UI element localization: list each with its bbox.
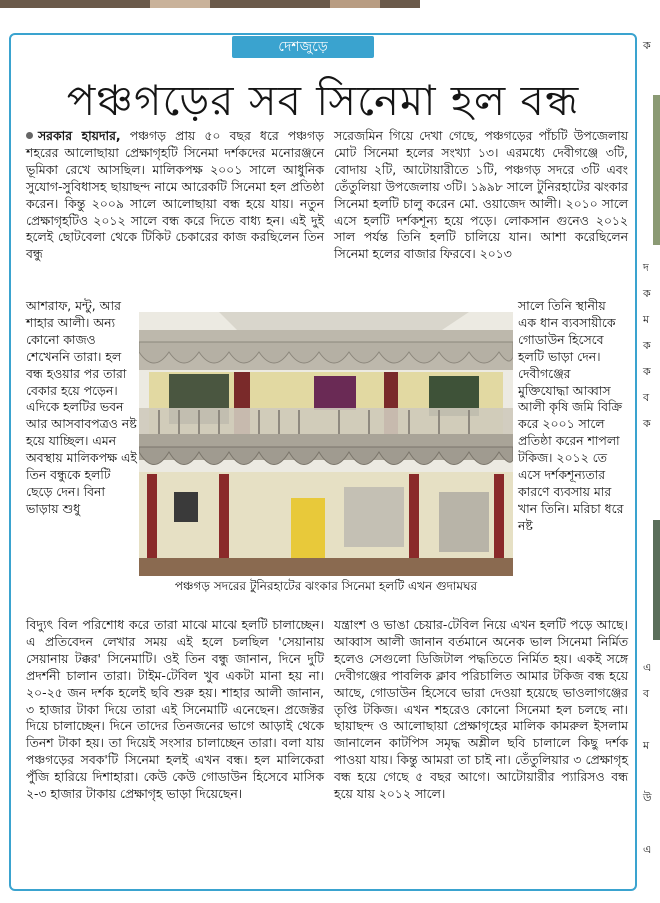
fragment-char: ক bbox=[643, 365, 651, 378]
fragment-char: উ bbox=[643, 791, 652, 804]
fragment-char: এ bbox=[643, 661, 652, 674]
section-tag: দেশজুড়ে bbox=[232, 36, 374, 58]
adjacent-column-fragment bbox=[641, 0, 660, 903]
paragraph-text: যন্ত্রাংশ ও ভাঙা চেয়ার-টেবিল নিয়ে এখন হলটি পড়ে আছে। আব্বাস আলী জানান বর্তমানে অনেক ভাল সিনেমা নির্মিত হলেও সেগুলো ডিজিটাল পদ্ধতিতে নির্মিত হয়। একই সঙ্গে দেবীগঞ্জের পাবলিক ক্লাব পরিচালিত আমার টকিজ বন্ধ হয়ে আছে, গোডাউন হিসেবে ভারা দেওয়া হয়েছে ভাওলাগঞ্জের তৃপ্তি টকিজ। এখন শহরেও কোনো সিনেমা হল চলছে না। ছায়াছন্দ ও আলোছায়া প্রেক্ষাগৃহের মালিক কামরুল ইসলাম জানালেন কাটপিস সমৃদ্ধ অশ্লীল ছবি চালালে কিছু দর্শক পাওয়া যায়। কিন্তু আমরা তা চাই না। তেঁতুলিয়ার ৩ প্রেক্ষাগৃহ বন্ধ হয়ে গেছে ৫ বছর আগে। আটোয়ারীর প্যারিসও বন্ধ হয়ে যায় ২০১২ সালে। bbox=[334, 617, 628, 802]
byline-author: সরকার হায়দার, bbox=[38, 128, 121, 143]
column-bottom-right bbox=[334, 617, 628, 803]
fragment-char: ব bbox=[643, 391, 650, 404]
paragraph-text: সালে তিনি স্থানীয় এক ধান ব্যবসায়ীকে গোডাউন হিসেবে হলটি ভাড়া দেন। দেবীগঞ্জের মুক্তিযোদ্ধা আব্বাস আলী কৃষি জমি বিক্রি করে ২০০১ সালে প্রতিষ্ঠা করেন শাপলা টকিজ। ২০১২ তে এসে দর্শকশূন্যতার কারণে ব্যবসায় মার খান তিনি। মরিচা ধরে নষ্ট bbox=[518, 298, 624, 533]
column-left-top bbox=[26, 128, 324, 263]
paragraph-text: বিদ্যুৎ বিল পরিশোধ করে তারা মাঝে মাঝে হলটি চালাচ্ছেন। এ প্রতিবেদন লেখার সময় এই হলে চলছিল 'সেয়ানায় সেয়ানায় টক্কর' সিনেমাটি। ওই তিন বন্ধু জানান, দিনে দুটি প্রদর্শনী চালান তারা। টাইম-টেবিল খুব একটা মানা হয় না। ২০-২৫ জন দর্শক হলেই ছবি শুরু হয়। শাহার আলী জানান, ৩ হাজার টাকা দিয়ে তারা এই সিনেমাটি এনেছেন। প্রজেক্টর দিয়ে চালাচ্ছেন। দিনে তাদের তিনজনের ভাগে আড়াই থেকে তিনশ টাকা হয়। তা দিয়েই সংসার চালাচ্ছেন তারা। বলা যায় পঞ্চগড়ের সবক'টি সিনেমা হলই এখন বন্ধ। হল মালিকেরা পুঁজি হারিয়ে দিশাহারা। কেউ কেউ গোডাউন হিসেবে মাসিক ২-৩ হাজার টাকায় প্রেক্ষাগৃহ ভাড়া দিয়েছেন। bbox=[26, 617, 324, 802]
fragment-char: ম bbox=[643, 313, 650, 326]
fragment-char: ব bbox=[643, 687, 650, 700]
fragment-char: ক bbox=[643, 39, 651, 52]
article-headline: পঞ্চগড়ের সব সিনেমা হল বন্ধ bbox=[66, 76, 580, 125]
fragment-char: দ bbox=[643, 261, 649, 274]
bullet-icon bbox=[26, 132, 33, 139]
fragment-char: ম bbox=[643, 739, 650, 752]
column-right-narrow bbox=[518, 298, 624, 535]
building-illustration bbox=[139, 312, 513, 576]
cinema-hall-photo bbox=[139, 312, 513, 576]
fragment-char: এ bbox=[643, 843, 652, 856]
column-right-top bbox=[334, 128, 628, 263]
top-strip-segment bbox=[150, 0, 210, 8]
paragraph-text: প্রায় ৫০ বছর ধরে পঞ্চগড় শহরের আলোছায়া প্রেক্ষাগৃহটি সিনেমা দর্শকদের মনোরঞ্জনে ভূমিকা রেখে আসছিল। মালিকপক্ষ ২০০১ সালে আধুনিক সুযোগ-সুবিধাসহ ছায়াছন্দ নামে আরেকটি সিনেমা হল প্রতিষ্ঠা করেন। কিন্তু ২০০৯ সালে আলোছায়া বন্ধ হয়ে যায়। নতুন প্রেক্ষাগৃহটিও ২০১২ সালে বন্ধ করে দিতে বাধ্য হন। এই দুই হলেই ছোটবেলা থেকে টিকিট চেকারের কাজ করছিলেন তিন বন্ধু bbox=[26, 128, 324, 262]
paragraph-text: আশরাফ, মন্টু, আর শাহার আলী। অন্য কোনো কাজও শেখেননি তারা। হল বন্ধ হওয়ার পর তারা বেকার হয়ে পড়েন। এদিকে হলটির ভবন আর আসবাবপত্রও নষ্ট হয়ে যাচ্ছিল। এমন অবস্থায় মালিকপক্ষ এই তিন বন্ধুকে হলটি ছেড়ে দেন। বিনা ভাড়ায় শুধু bbox=[26, 298, 137, 516]
photo-caption: পঞ্চগড় সদরের টুনিরহাটের ঝংকার সিনেমা হলটি এখন গুদামঘর bbox=[174, 579, 478, 593]
adjacent-photo-fragment bbox=[653, 520, 660, 640]
column-bottom-left bbox=[26, 617, 324, 803]
top-strip-segment bbox=[330, 0, 380, 8]
adjacent-photo-fragment bbox=[653, 95, 660, 245]
fragment-char: ক bbox=[643, 417, 651, 430]
fragment-char: ক bbox=[643, 339, 651, 352]
paragraph-text: সরেজমিন গিয়ে দেখা গেছে, পঞ্চগড়ের পাঁচটি উপজেলায় মোট সিনেমা হলের সংখ্যা ১৩। এরমধ্যে দেবীগঞ্জে ৩টি, বোদায় ২টি, আটোয়ারীতে ১টি, পঞ্চগড় সদরে ৩টি এবং তেঁতুলিয়া উপজেলায় ৩টি। ১৯৯৮ সালে টুনিরহাটের ঝংকার সিনেমা হলটি চালু করেন মো. ওয়াজেদ আলী। ২০১০ সালে এসে হলটি দর্শকশূন্য হয়ে পড়ে। লোকসান গুনেও ২০১২ সাল পর্যন্ত তিনি হলটি চালিয়ে যান। আশা করেছিলেন সিনেমা হলের বাজার ফিরবে। ২০১৩ bbox=[334, 128, 628, 262]
byline-place: পঞ্চগড় bbox=[129, 128, 166, 143]
fragment-char: ক bbox=[643, 287, 651, 300]
top-cropped-photo-strip bbox=[0, 0, 420, 8]
column-left-narrow bbox=[26, 298, 137, 518]
